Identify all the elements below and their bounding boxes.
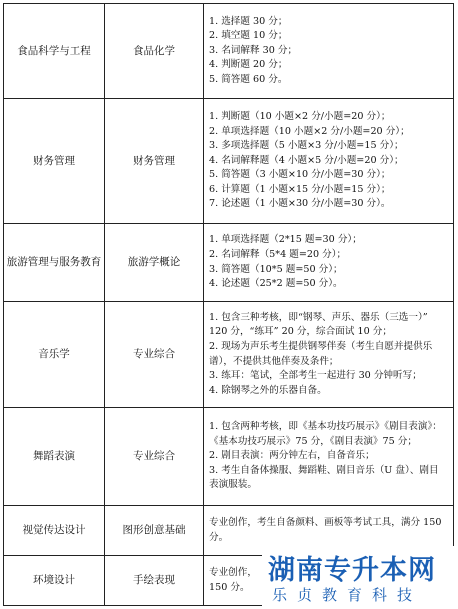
major-cell: 舞蹈表演 (4, 408, 105, 506)
content-line: 4. 判断题 20 分； (209, 59, 288, 71)
content-line: 150 分。 (209, 581, 250, 593)
exam-content-cell (204, 99, 454, 224)
content-line: 1. 包含两种考核，即《基本功技巧展示》《剧目表演》：《基本功技巧展示》75 分，《剧目表演》75 分； (209, 421, 442, 447)
content-line: 2. 填空题 10 分； (209, 30, 288, 42)
content-line: 7. 论述题（1 小题×30 分/小题=30 分）。 (209, 198, 391, 210)
watermark-logo (262, 546, 458, 609)
content-line: 1. 包含三种考核，即“钢琴、声乐、器乐（三选一）” 120 分，“练耳” 20 分，综合面试 10 分； (209, 311, 428, 338)
content-line: 2. 单项选择题（10 小题×2 分/小题=20 分）； (209, 125, 410, 137)
content-line: 2. 剧目表演：两分钟左右，自备音乐； (209, 450, 375, 462)
content-line: 4. 名词解释题（4 小题×5 分/小题=20 分）； (209, 154, 404, 166)
major-cell: 食品科学与工程 (4, 4, 105, 99)
table-row (4, 99, 454, 224)
major-cell: 视觉传达设计 (4, 506, 105, 556)
content-line: 2. 名词解释（5*4 题=20 分）； (209, 248, 347, 260)
table-row (4, 4, 454, 99)
content-line: 4. 论述题（25*2 题=50 分）。 (209, 278, 343, 290)
content-line: 1. 选择题 30 分； (209, 15, 288, 27)
content-line: 3. 练耳：笔试，全部考生一起进行 30 分钟听写； (209, 370, 422, 382)
content-line: 4. 除钢琴之外的乐器自备。 (209, 384, 327, 396)
course-cell: 旅游学概论 (105, 224, 204, 302)
content-line: 1. 判断题（10 小题×2 分/小题=20 分）； (209, 110, 391, 122)
course-cell: 专业综合 (105, 408, 204, 506)
exam-content-table (3, 3, 454, 606)
exam-content-cell (204, 224, 454, 302)
major-cell: 财务管理 (4, 99, 105, 224)
content-line: 3. 多项选择题（5 小题×3 分/小题=15 分）； (209, 140, 404, 152)
content-line: 5. 简答题（3 小题×10 分/小题=30 分）； (209, 169, 391, 181)
content-line: 专业创作， (209, 566, 257, 578)
content-line: 3. 简答题（10*5 题=50 分）； (209, 263, 343, 275)
content-line: 专业创作，考生自备颜料、画板等考试工具，满分 150 分。 (209, 516, 442, 543)
content-line: 6. 计算题（1 小题×15 分/小题=15 分）； (209, 183, 391, 195)
table-row (4, 224, 454, 302)
content-line: 2. 现场为声乐考生提供钢琴伴奏（考生自愿并提供乐谱），不提供其他伴奏及条件； (209, 340, 433, 367)
content-line: 5. 简答题 60 分。 (209, 73, 288, 85)
watermark-subtitle: 乐贞教育科技 (272, 586, 423, 604)
content-line: 3. 考生自备体操服、舞蹈鞋、剧目音乐（U 盘）、剧目表演服装。 (209, 464, 439, 491)
table-row (4, 302, 454, 408)
exam-content-cell (204, 302, 454, 408)
major-cell: 旅游管理与服务教育 (4, 224, 105, 302)
table-row (4, 408, 454, 506)
course-cell: 财务管理 (105, 99, 204, 224)
exam-content-cell (204, 4, 454, 99)
course-cell: 食品化学 (105, 4, 204, 99)
content-line: 3. 名词解释 30 分； (209, 44, 298, 56)
major-cell: 环境设计 (4, 556, 105, 606)
watermark-title: 湖南专升本网 (268, 555, 436, 586)
content-line: 1. 单项选择题（2*15 题=30 分）； (209, 234, 362, 246)
exam-content-cell (204, 408, 454, 506)
course-cell: 专业综合 (105, 302, 204, 408)
major-cell: 音乐学 (4, 302, 105, 408)
course-cell: 手绘表现 (105, 556, 204, 606)
course-cell: 图形创意基础 (105, 506, 204, 556)
